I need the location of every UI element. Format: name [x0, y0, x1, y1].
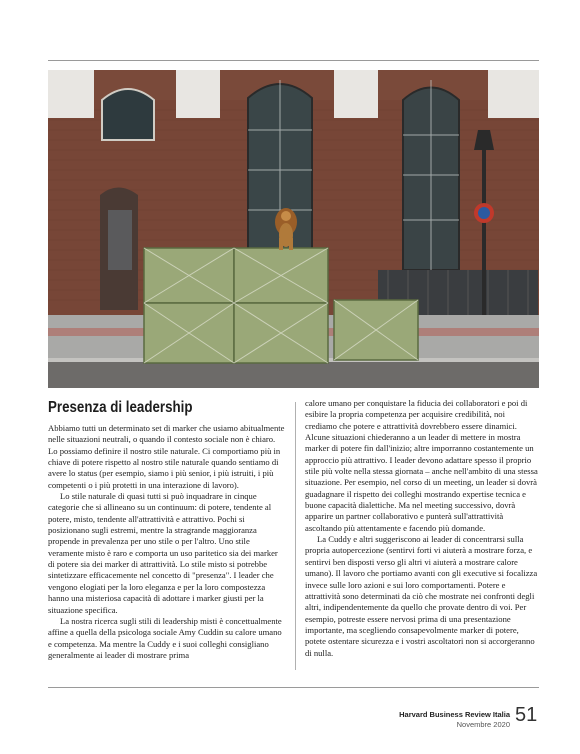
article-column-right	[305, 398, 539, 659]
article-column-left	[48, 398, 286, 661]
bottom-rule	[48, 687, 539, 688]
paragraph: Abbiamo tutti un determinato set di marker che usiamo abitualmente nelle situazioni neutrali, o quando il contesto sociale non è chiaro. Lo possiamo definire il nostro stile naturale. Ci comportiamo più in chiave di potere rispetto al nostro stile naturale quando sentiamo di avere lo status (per esempio, siamo i più senior, i più istruiti, i più competenti o i più protetti in una interazione di lavoro).	[48, 423, 285, 490]
page-number: 51	[515, 704, 538, 726]
publication-name: Harvard Business Review Italia	[399, 710, 510, 719]
section-heading: Presenza di leadership	[48, 399, 193, 416]
issue-date: Novembre 2020	[456, 720, 510, 729]
column-divider	[295, 402, 296, 670]
paragraph: Lo stile naturale di quasi tutti si può inquadrare in cinque categorie che si allineano su un continuum: di potere, tendente al potere, misto, tendente all'attrattività e attrattivo. Pochi si posizionano sugli estremi, mentre la stragrande maggioranza propende in prevalenza per uno stile o per l'altro. Uno stile veramente misto è raro e comporta un uso paritetico sia dei marker di potere sia dei marker di attrattività. Lo stile misto si potrebbe sintetizzare efficacemente nel concetto di "presenza". I leader che vengono elogiati per la loro eleganza e per la loro compostezza hanno una misteriosa capacità di adottare i marker giusti per la situazione specifica.	[48, 491, 278, 615]
article-photo	[48, 70, 539, 388]
top-rule	[48, 60, 539, 61]
paragraph: calore umano per conquistare la fiducia dei collaboratori e poi di esibire la propria competenza per acquisire credibilità, noi crediamo che potere e attrattività dovrebbero essere dinamici. Alcune situazioni chiederanno a un leader di mettere in mostra marker di potere fin dall'inizio; altre imporranno costantemente un approccio più attrattivo. I leader devono adattare spesso il proprio stile più volte nella stessa giornata – anche nell'ambito di una stessa situazione. Per esempio, nel corso di un meeting, un leader si dovrà guadagnare il rispetto dei colleghi mostrando expertise tecnica e buone capacità dialettiche. Ma nel meeting successivo, dovrà apparire un partner collaborativo e punterà sull'attrattività ascoltando più attentamente e facendo più domande.	[305, 398, 538, 533]
paragraph: La Cuddy e altri suggeriscono ai leader di concentrarsi sulla propria autopercezione (sentirvi forti vi aiuterà a mostrare forza, e sentirvi ben disposti verso gli altri vi aiuterà a mostrare calore umano). Il lavoro che portiamo avanti con gli executive si focalizza invece sulle loro azioni e sui loro comportamenti. Potere e attrattività sono determinati da ciò che mostrate nei confronti degli altri, indipendentemente da quello che provate dentro di voi. Per esempio, potreste essere nervosi prima di una presentazione importante, ma scegliendo consapevolmente marker di potere, potete ostentare sicurezza e i vostri ascoltatori non si accorgeranno di nulla.	[305, 534, 538, 658]
paragraph: La nostra ricerca sugli stili di leadership misti è concettualmente affine a quella della psicologa sociale Amy Cuddin su calore umano e competenza. Ma mentre la Cuddy e i suoi colleghi consigliano generalmente ai leader di mostrare prima	[48, 615, 282, 660]
